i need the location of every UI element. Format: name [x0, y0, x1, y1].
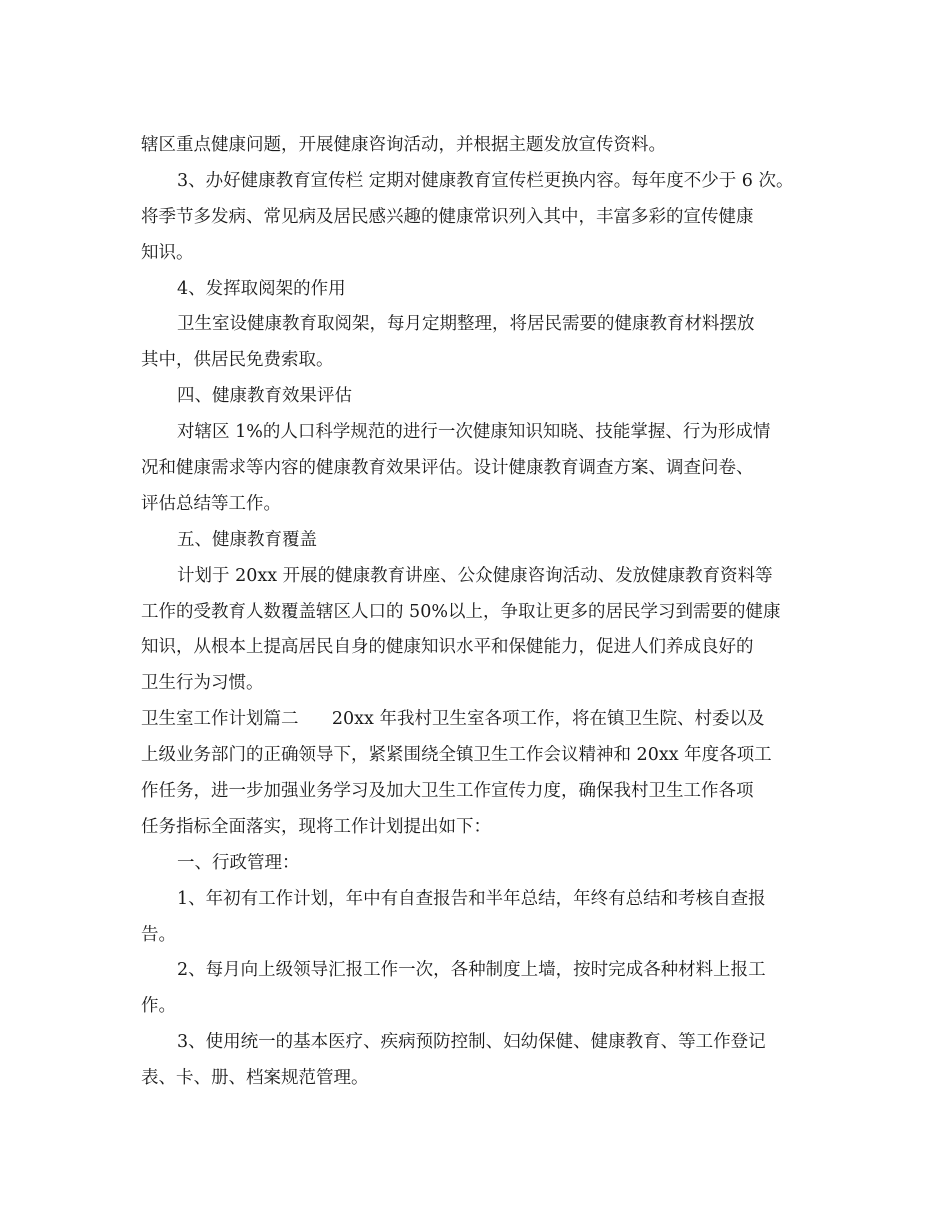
text-line: 任务指标全面落实，现将工作计划提出如下： — [141, 816, 491, 837]
text-line: 其中，供居民免费索取。 — [141, 350, 334, 371]
text-line: 3、办好健康教育宣传栏 定期对健康教育宣传栏更换内容。每年度不少于 6 次。 — [177, 170, 794, 191]
text-line: 上级业务部门的正确领导下，紧紧围绕全镇卫生工作会议精神和 20xx 年度各项工 — [141, 745, 772, 766]
text-line: 告。 — [141, 924, 176, 945]
section-heading: 四、健康教育效果评估 — [177, 386, 352, 407]
text-line: 知识。 — [141, 242, 194, 263]
text-line: 况和健康需求等内容的健康教育效果评估。设计健康教育调查方案、调查问卷、 — [141, 458, 754, 479]
text-line: 4、发挥取阅架的作用 — [177, 278, 346, 299]
document-body — [141, 128, 821, 1097]
text-line: 作任务，进一步加强业务学习及加大卫生工作宣传力度，确保我村卫生工作各项 — [141, 781, 754, 802]
text-line: 计划于 20xx 开展的健康教育讲座、公众健康咨询活动、发放健康教育资料等 — [177, 565, 773, 586]
text-line: 工作的受教育人数覆盖辖区人口的 50%以上，争取让更多的居民学习到需要的健康 — [141, 601, 781, 622]
text-line: 知识，从根本上提高居民自身的健康知识水平和保健能力，促进人们养成良好的 — [141, 637, 754, 658]
text-line: 卫生室设健康教育取阅架，每月定期整理，将居民需要的健康教育材料摆放 — [177, 314, 755, 335]
text-line: 卫生室工作计划篇二 20xx 年我村卫生室各项工作，将在镇卫生院、村委以及 — [141, 709, 765, 730]
text-line: 将季节多发病、常见病及居民感兴趣的健康常识列入其中，丰富多彩的宣传健康 — [141, 206, 754, 227]
text-line: 对辖区 1%的人口科学规范的进行一次健康知识知晓、技能掌握、行为形成情 — [177, 422, 771, 443]
text-line: 评估总结等工作。 — [141, 493, 281, 514]
text-line: 3、使用统一的基本医疗、疾病预防控制、妇幼保健、健康教育、等工作登记 — [177, 1032, 766, 1053]
section-heading: 五、健康教育覆盖 — [177, 529, 317, 550]
text-line: 辖区重点健康问题，开展健康咨询活动，并根据主题发放宣传资料。 — [141, 135, 666, 155]
text-line: 1、年初有工作计划，年中有自查报告和半年总结，年终有总结和考核自查报 — [177, 888, 766, 909]
section-heading: 一、行政管理： — [177, 852, 300, 873]
text-line: 2、每月向上级领导汇报工作一次，各种制度上墙，按时完成各种材料上报工 — [177, 960, 766, 981]
text-line: 作。 — [141, 996, 176, 1017]
text-line: 表、卡、册、档案规范管理。 — [141, 1068, 369, 1089]
text-line: 卫生行为习惯。 — [141, 673, 264, 694]
